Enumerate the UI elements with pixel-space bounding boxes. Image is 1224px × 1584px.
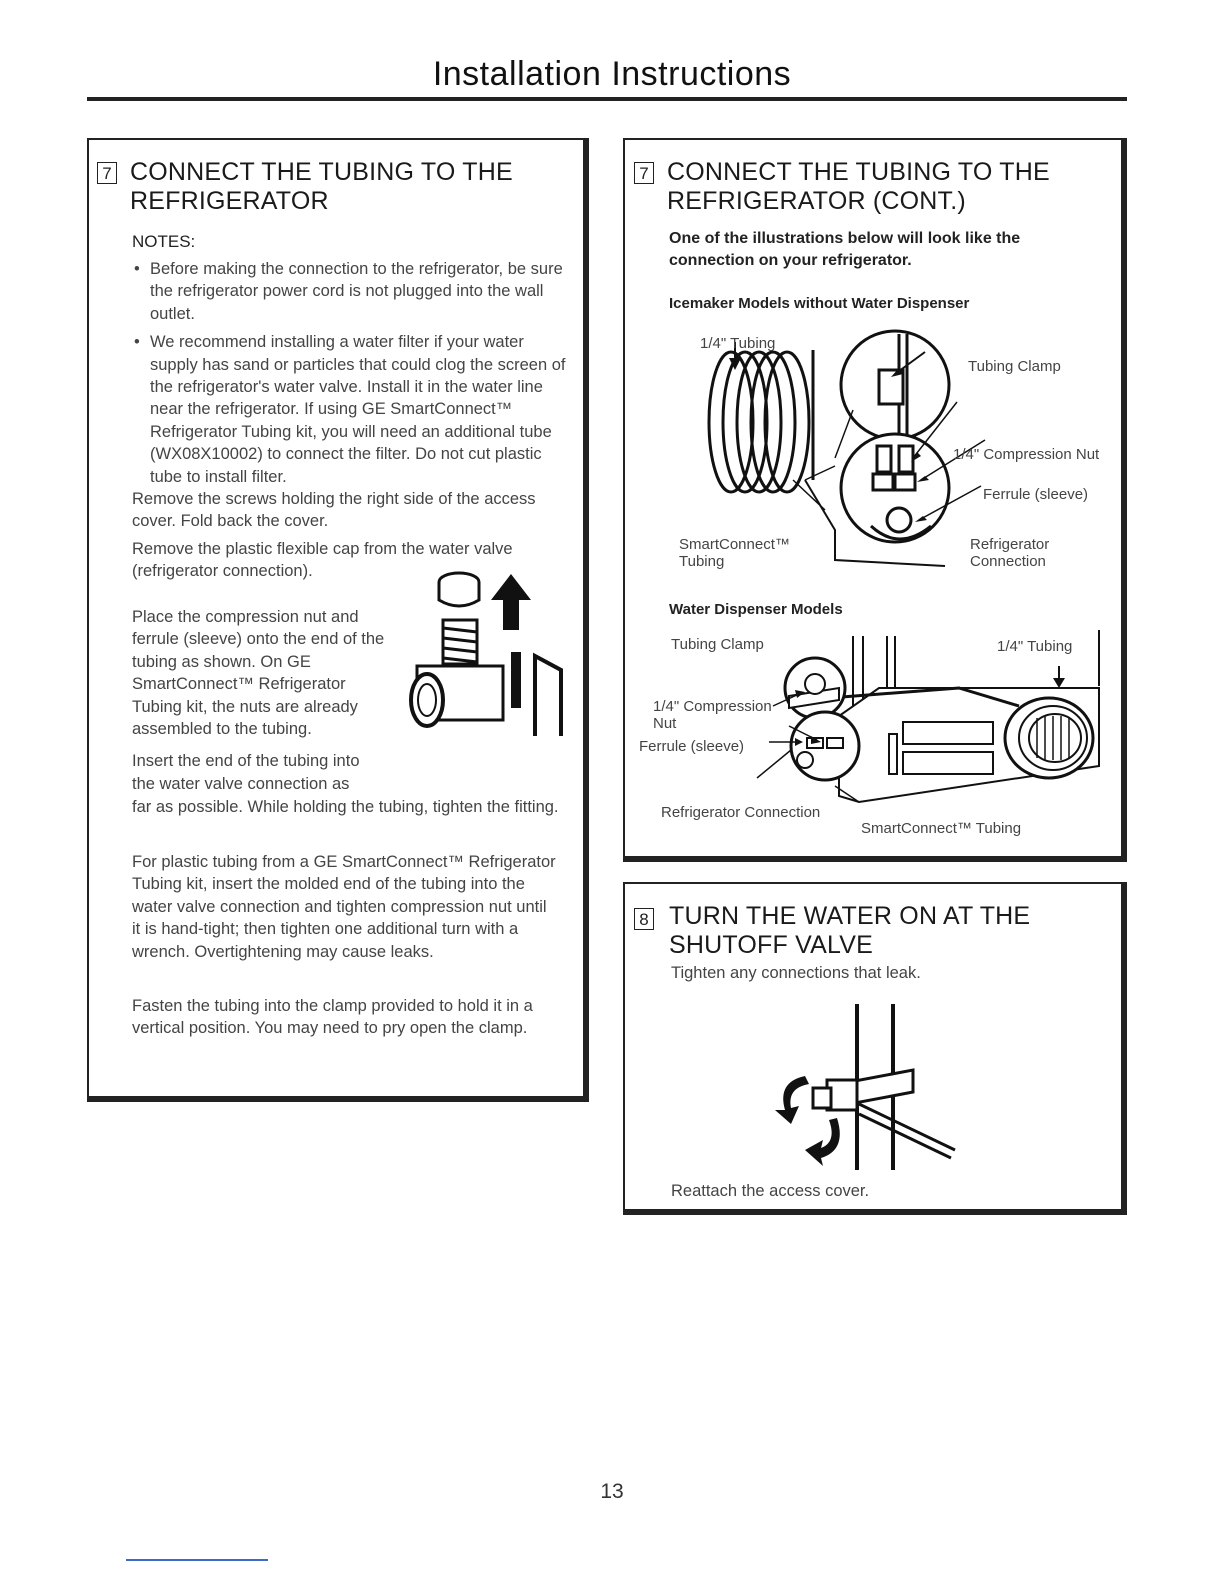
paragraph: Fasten the tubing into the clamp provided to hold it in a vertical position. You may need to pry open the clamp. xyxy=(132,997,533,1038)
paragraph: Tighten any connections that leak. xyxy=(671,964,921,982)
footer-line xyxy=(126,1559,268,1561)
panel-shadow xyxy=(623,856,1127,862)
paragraph: Place the compression nut and ferrule (sleeve) onto the end of the tubing as shown. On GE SmartConnect™ Refrigerator Tubing kit, the nuts are already assembled to the tubing. xyxy=(132,608,385,739)
notes-list xyxy=(132,258,572,494)
paragraph: Remove the plastic flexible cap from the water valve (refrigerator connection). xyxy=(132,540,513,581)
label-compression-nut: 1/4" Compression Nut xyxy=(653,698,772,732)
label-ferrule: Ferrule (sleeve) xyxy=(983,486,1089,503)
label-compression-nut: 1/4" Compression Nut xyxy=(953,446,1100,463)
paragraph: Remove the screws holding the right side of the access cover. Fold back the cover. xyxy=(132,490,536,531)
paragraph: Insert the end of the tubing into xyxy=(132,752,360,770)
label-tubing-clamp: Tubing Clamp xyxy=(671,636,764,653)
step-number: 7 xyxy=(97,162,117,184)
paragraph: For plastic tubing from a GE SmartConnect™ Refrigerator Tubing kit, insert the molded end of the tubing into the water valve connection and tighten compression nut until it is hand-tight; then tighten one additional turn with a wrench. Overtightening may cause leaks. xyxy=(132,853,556,961)
label-tubing-clamp: Tubing Clamp xyxy=(968,358,1061,375)
paragraph: the water valve connection as xyxy=(132,775,350,793)
list-item: • Before making the connection to the refrigerator, be sure the refrigerator power cord is not plugged into the wall outlet. xyxy=(132,258,572,325)
section-heading: CONNECT THE TUBING TO THE REFRIGERATOR (CONT.) xyxy=(667,158,1050,215)
label-tubing: 1/4" Tubing xyxy=(997,638,1073,655)
panel-shadow xyxy=(583,138,589,1102)
label-ferrule: Ferrule (sleeve) xyxy=(639,738,745,755)
shutoff-valve-illustration xyxy=(765,1000,965,1170)
label-refrigerator-connection: Refrigerator Connection xyxy=(661,804,821,821)
label-refrigerator-connection: Refrigerator Connection xyxy=(970,536,1050,570)
section-heading: CONNECT THE TUBING TO THE REFRIGERATOR xyxy=(130,158,513,215)
panel-shadow xyxy=(87,1096,589,1102)
panel-shadow xyxy=(1121,138,1127,862)
valve-illustration xyxy=(407,560,577,740)
step-7-panel xyxy=(87,138,589,1102)
step-number: 7 xyxy=(634,162,654,184)
page-title: Installation Instructions xyxy=(432,55,792,93)
paragraph: Reattach the access cover. xyxy=(671,1182,870,1200)
title-rule xyxy=(87,97,1127,101)
figure-title: Water Dispenser Models xyxy=(669,601,843,618)
label-smartconnect: SmartConnect™ Tubing xyxy=(679,536,790,570)
step-7-cont-panel xyxy=(623,138,1127,862)
label-smartconnect: SmartConnect™ Tubing xyxy=(861,820,1022,837)
notes-label: NOTES: xyxy=(132,232,196,251)
panel-shadow xyxy=(1121,882,1127,1215)
label-tubing: 1/4" Tubing xyxy=(700,335,776,352)
step-8-panel xyxy=(623,882,1127,1215)
list-item: • We recommend installing a water filter if your water supply has sand or particles that could clog the screen of the refrigerator's water valve. Install it in the water line near the refrigerator. If using GE SmartConnect™ Refrigerator Tubing kit, you will need an additional tube (WX08X10002) to connect the filter. Do not cut plastic tube to install filter. xyxy=(132,331,572,488)
intro-text: One of the illustrations below will look like the connection on your refrigerator. xyxy=(669,230,1021,269)
step-number: 8 xyxy=(634,908,654,930)
section-heading: TURN THE WATER ON AT THE SHUTOFF VALVE xyxy=(669,902,1031,959)
page-number: 13 xyxy=(600,1480,624,1503)
paragraph: far as possible. While holding the tubing, tighten the fitting. xyxy=(132,798,559,816)
figure-title: Icemaker Models without Water Dispenser xyxy=(669,295,970,312)
panel-shadow xyxy=(623,1209,1127,1215)
